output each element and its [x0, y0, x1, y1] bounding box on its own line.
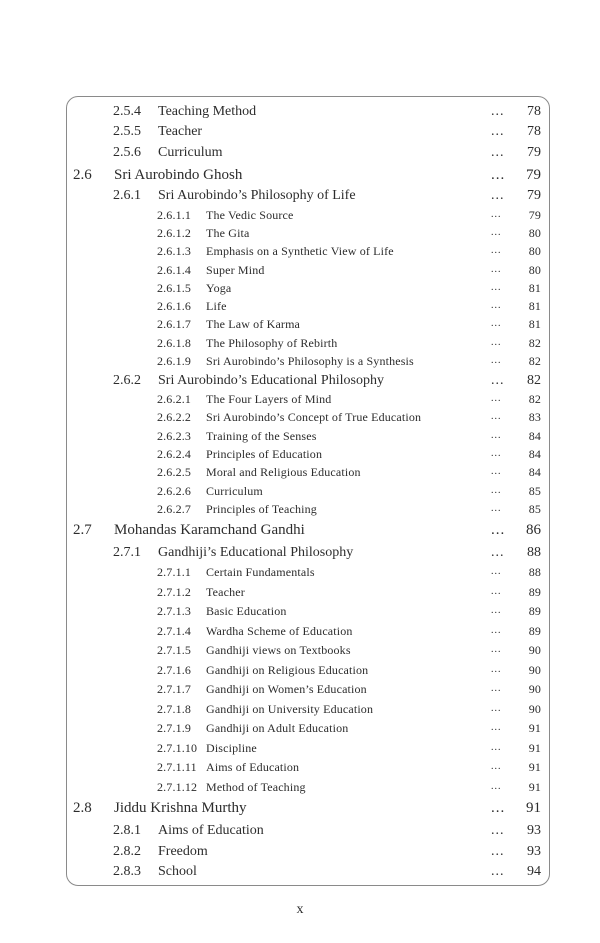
entry-title: Gandhiji on Women’s Education	[206, 682, 367, 696]
entry-page: 79	[528, 208, 541, 222]
entry-page: 78	[527, 124, 541, 139]
entry-page: 90	[528, 702, 541, 716]
entry-number: 2.6.2.1	[157, 392, 192, 406]
entry-title: Moral and Religious Education	[206, 465, 361, 479]
toc-entry	[0, 315, 600, 333]
toc-entry	[0, 700, 600, 718]
toc-entry	[0, 543, 600, 563]
toc-entry	[0, 408, 600, 426]
entry-page: 82	[527, 373, 541, 388]
toc-entry	[0, 602, 600, 620]
toc-entry	[0, 186, 600, 206]
leader-dots: ...	[491, 586, 502, 597]
entry-page: 81	[528, 299, 541, 313]
entry-title: Gandhiji views on Textbooks	[206, 643, 351, 657]
entry-number: 2.6.2.2	[157, 410, 192, 424]
entry-title: The Philosophy of Rebirth	[206, 336, 338, 350]
entry-number: 2.6.1.4	[157, 263, 192, 277]
entry-number: 2.7.1.10	[157, 741, 198, 755]
entry-title: Discipline	[206, 741, 257, 755]
leader-dots: ...	[491, 566, 502, 577]
entry-number: 2.6.1.5	[157, 281, 192, 295]
toc-entry	[0, 758, 600, 776]
entry-title: Principles of Education	[206, 447, 323, 461]
toc-entry	[0, 842, 600, 862]
toc-entry	[0, 519, 600, 541]
leader-dots: ...	[491, 448, 502, 459]
entry-number: 2.6.2.4	[157, 447, 192, 461]
entry-number: 2.7.1.6	[157, 663, 192, 677]
entry-page: 88	[527, 545, 541, 560]
entry-number: 2.8	[73, 800, 92, 816]
entry-number: 2.6.2.3	[157, 429, 192, 443]
entry-title: Jiddu Krishna Murthy	[114, 800, 247, 816]
entry-title: Sri Aurobindo’s Educational Philosophy	[158, 373, 384, 388]
leader-dots: ...	[491, 722, 502, 733]
entry-title: Emphasis on a Synthetic View of Life	[206, 244, 394, 258]
entry-page: 85	[528, 484, 541, 498]
leader-dots: ...	[491, 355, 502, 366]
entry-number: 2.6.2.7	[157, 502, 192, 516]
entry-title: Mohandas Karamchand Gandhi	[114, 522, 305, 538]
toc-entry	[0, 445, 600, 463]
entry-number: 2.8.1	[113, 823, 141, 838]
leader-dots: ...	[491, 485, 502, 496]
leader-dots: ...	[491, 644, 502, 655]
entry-page: 88	[528, 565, 541, 579]
entry-page: 89	[528, 604, 541, 618]
leader-dots: ...	[491, 605, 502, 616]
leader-dots: ...	[491, 282, 502, 293]
entry-page: 86	[526, 522, 541, 538]
entry-page: 84	[528, 465, 541, 479]
entry-page: 80	[528, 226, 541, 240]
entry-page: 93	[527, 823, 541, 838]
entry-title: Freedom	[158, 844, 208, 859]
entry-title: The Vedic Source	[206, 208, 294, 222]
entry-page: 81	[528, 317, 541, 331]
entry-number: 2.6.2.6	[157, 484, 192, 498]
leader-dots: ...	[491, 742, 502, 753]
entry-number: 2.7.1.5	[157, 643, 192, 657]
entry-number: 2.7.1.12	[157, 780, 198, 794]
entry-number: 2.5.4	[113, 104, 141, 119]
entry-number: 2.6.1	[113, 188, 141, 203]
entry-number: 2.6.1.2	[157, 226, 192, 240]
toc-entry	[0, 371, 600, 391]
leader-dots: ...	[491, 503, 502, 514]
entry-title: Aims of Education	[206, 760, 300, 774]
entry-number: 2.7.1.1	[157, 565, 192, 579]
toc-entry	[0, 821, 600, 841]
entry-number: 2.7.1.9	[157, 721, 192, 735]
toc-entry	[0, 563, 600, 581]
entry-page: 85	[528, 502, 541, 516]
entry-page: 89	[528, 624, 541, 638]
leader-dots: ...	[491, 625, 502, 636]
toc-entry	[0, 622, 600, 640]
leader-dots: ...	[491, 124, 505, 139]
toc-entry	[0, 143, 600, 163]
leader-dots: ...	[491, 411, 502, 422]
leader-dots: ...	[491, 703, 502, 714]
entry-page: 80	[528, 263, 541, 277]
entry-page: 82	[528, 336, 541, 350]
entry-number: 2.7.1.2	[157, 585, 192, 599]
entry-number: 2.5.6	[113, 145, 141, 160]
leader-dots: ...	[491, 104, 505, 119]
entry-title: Teacher	[206, 585, 245, 599]
toc-entry	[0, 352, 600, 370]
leader-dots: ...	[491, 844, 505, 859]
entry-number: 2.5.5	[113, 124, 141, 139]
entry-page: 82	[528, 392, 541, 406]
entry-title: The Gita	[206, 226, 250, 240]
leader-dots: ...	[491, 466, 502, 477]
entry-title: Sri Aurobindo’s Philosophy of Life	[158, 188, 356, 203]
entry-page: 79	[527, 188, 541, 203]
leader-dots: ...	[491, 823, 505, 838]
entry-number: 2.6.1.7	[157, 317, 192, 331]
leader-dots: ...	[491, 522, 506, 538]
entry-title: Wardha Scheme of Education	[206, 624, 353, 638]
leader-dots: ...	[491, 209, 502, 220]
toc-entry	[0, 297, 600, 315]
leader-dots: ...	[491, 664, 502, 675]
entry-number: 2.7.1.11	[157, 760, 197, 774]
entry-page: 82	[528, 354, 541, 368]
toc-entry	[0, 164, 600, 186]
leader-dots: ...	[491, 167, 506, 183]
leader-dots: ...	[491, 683, 502, 694]
entry-title: Certain Fundamentals	[206, 565, 315, 579]
toc-entry	[0, 778, 600, 796]
entry-title: Aims of Education	[158, 823, 264, 838]
toc-entry	[0, 661, 600, 679]
toc-entry	[0, 583, 600, 601]
entry-title: Gandhiji on Adult Education	[206, 721, 349, 735]
entry-page: 90	[528, 682, 541, 696]
leader-dots: ...	[491, 761, 502, 772]
leader-dots: ...	[491, 227, 502, 238]
leader-dots: ...	[491, 245, 502, 256]
entry-page: 78	[527, 104, 541, 119]
leader-dots: ...	[491, 318, 502, 329]
toc-entry	[0, 482, 600, 500]
entry-title: Curriculum	[158, 145, 223, 160]
leader-dots: ...	[491, 393, 502, 404]
toc-entry	[0, 862, 600, 882]
entry-title: Teacher	[158, 124, 203, 139]
entry-number: 2.7.1.4	[157, 624, 192, 638]
toc-entry	[0, 334, 600, 352]
entry-page: 81	[528, 281, 541, 295]
entry-page: 91	[526, 800, 541, 816]
entry-page: 90	[528, 663, 541, 677]
entry-page: 94	[527, 864, 541, 879]
entry-title: Basic Education	[206, 604, 287, 618]
toc-entry	[0, 797, 600, 819]
entry-number: 2.7.1.8	[157, 702, 192, 716]
entry-title: Principles of Teaching	[206, 502, 317, 516]
leader-dots: ...	[491, 300, 502, 311]
entry-title: The Four Layers of Mind	[206, 392, 332, 406]
entry-page: 79	[527, 145, 541, 160]
entry-number: 2.7.1.3	[157, 604, 192, 618]
entry-title: Sri Aurobindo’s Philosophy is a Synthesis	[206, 354, 414, 368]
entry-title: Curriculum	[206, 484, 263, 498]
leader-dots: ...	[491, 264, 502, 275]
entry-title: Teaching Method	[158, 104, 257, 119]
leader-dots: ...	[491, 373, 505, 388]
entry-page: 91	[528, 760, 541, 774]
entry-number: 2.6	[73, 167, 92, 183]
entry-page: 91	[528, 780, 541, 794]
toc-entry	[0, 102, 600, 122]
entry-title: The Law of Karma	[206, 317, 301, 331]
entry-page: 90	[528, 643, 541, 657]
toc-entry	[0, 500, 600, 518]
toc-entry	[0, 641, 600, 659]
entry-number: 2.7.1.7	[157, 682, 192, 696]
leader-dots: ...	[491, 800, 506, 816]
entry-title: Super Mind	[206, 263, 265, 277]
entry-title: Training of the Senses	[206, 429, 317, 443]
entry-title: Sri Aurobindo Ghosh	[114, 167, 243, 183]
entry-number: 2.6.1.1	[157, 208, 192, 222]
leader-dots: ...	[491, 337, 502, 348]
entry-page: 79	[526, 167, 541, 183]
leader-dots: ...	[491, 781, 502, 792]
entry-page: 84	[528, 429, 541, 443]
entry-number: 2.7.1	[113, 545, 141, 560]
entry-title: Gandhiji’s Educational Philosophy	[158, 545, 354, 560]
entry-title: School	[158, 864, 197, 879]
entry-number: 2.8.2	[113, 844, 141, 859]
entry-number: 2.8.3	[113, 864, 141, 879]
toc-entry	[0, 242, 600, 260]
toc-entry	[0, 261, 600, 279]
entry-title: Sri Aurobindo’s Concept of True Education	[206, 410, 422, 424]
entry-page: 93	[527, 844, 541, 859]
entry-page: 89	[528, 585, 541, 599]
toc-entry	[0, 279, 600, 297]
entry-title: Life	[206, 299, 227, 313]
toc-entry	[0, 390, 600, 408]
leader-dots: ...	[491, 188, 505, 203]
entry-title: Method of Teaching	[206, 780, 306, 794]
entry-number: 2.6.1.3	[157, 244, 192, 258]
entry-page: 91	[528, 741, 541, 755]
leader-dots: ...	[491, 545, 505, 560]
toc-entry	[0, 206, 600, 224]
entry-number: 2.6.1.6	[157, 299, 192, 313]
toc-entry	[0, 739, 600, 757]
entry-number: 2.7	[73, 522, 92, 538]
entry-page: 91	[528, 721, 541, 735]
entry-page: 80	[528, 244, 541, 258]
entry-number: 2.6.2.5	[157, 465, 192, 479]
entry-number: 2.6.1.9	[157, 354, 192, 368]
entry-number: 2.6.1.8	[157, 336, 192, 350]
leader-dots: ...	[491, 145, 505, 160]
entry-number: 2.6.2	[113, 373, 141, 388]
toc-entry	[0, 463, 600, 481]
toc-entry	[0, 122, 600, 142]
entry-title: Gandhiji on Religious Education	[206, 663, 369, 677]
toc-entry	[0, 224, 600, 242]
page-number: x	[296, 902, 304, 917]
entry-title: Gandhiji on University Education	[206, 702, 374, 716]
toc-entry	[0, 427, 600, 445]
toc-entry	[0, 719, 600, 737]
leader-dots: ...	[491, 430, 502, 441]
entry-page: 83	[528, 410, 541, 424]
leader-dots: ...	[491, 864, 505, 879]
toc-entry	[0, 680, 600, 698]
entry-page: 84	[528, 447, 541, 461]
entry-title: Yoga	[206, 281, 232, 295]
